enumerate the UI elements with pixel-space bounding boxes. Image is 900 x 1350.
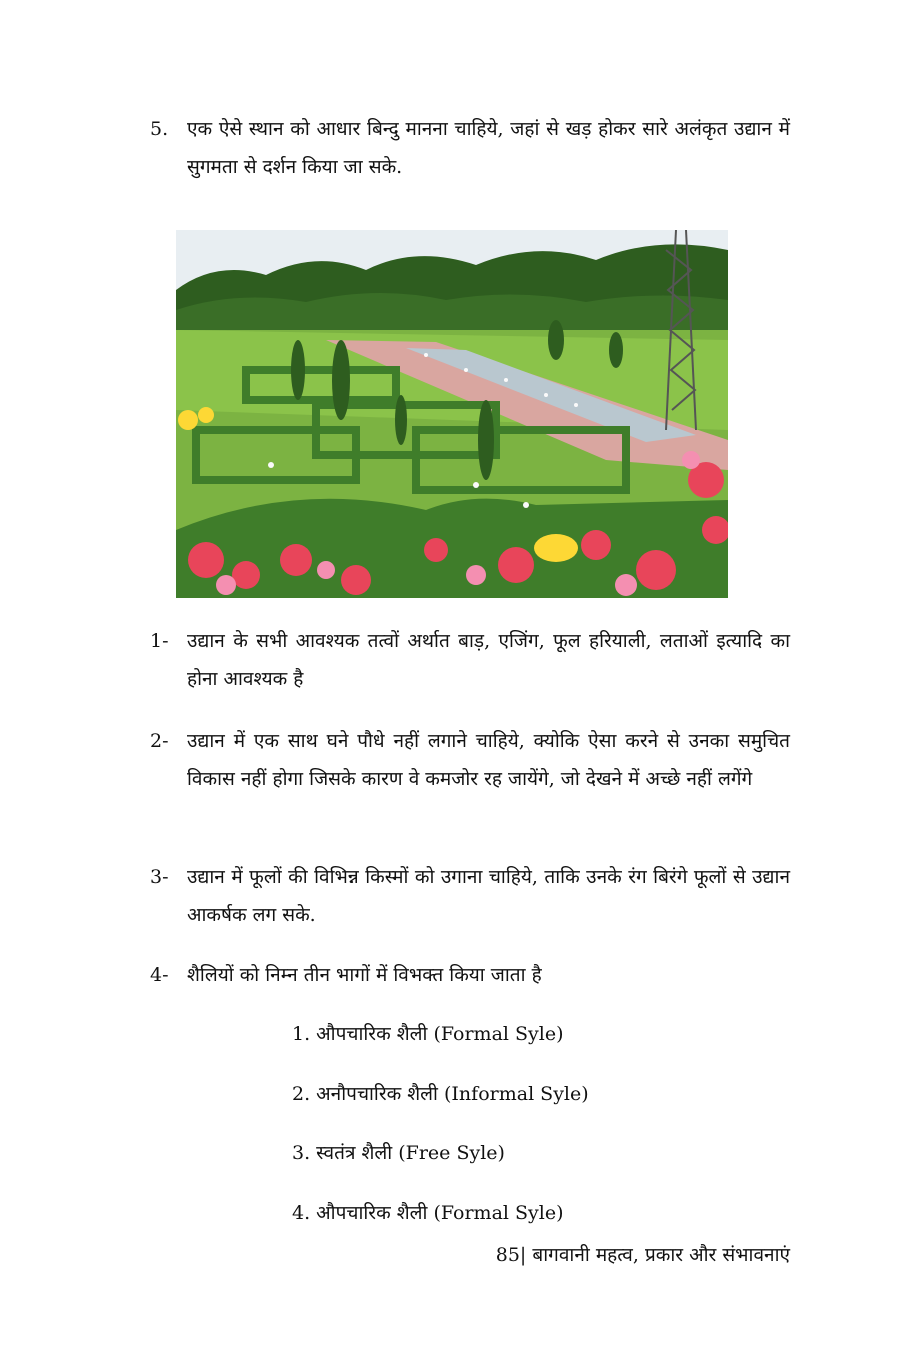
point-1: [150, 622, 790, 698]
point-text: शैलियों को निम्न तीन भागों में विभक्त किया जाता है: [187, 964, 542, 986]
page-footer: 85| बागवानी महत्व, प्रकार और संभावनाएं: [495, 1244, 790, 1266]
point-number: 4-: [150, 964, 169, 986]
point-2: [150, 722, 790, 798]
point-3: [150, 858, 790, 934]
point-text: उद्यान में एक साथ घने पौधे नहीं लगाने चाहिये, क्योकि ऐसा करने से उनका समुचित विकास नहीं होगा जिसके कारण वे कमजोर रह जायेंगे, जो देखने में अच्छे नहीं लगेंगे: [187, 730, 790, 790]
style-item-2: 2. अनौपचारिक शैली (Informal Syle): [292, 1083, 589, 1105]
point-4: [150, 956, 790, 994]
point-number: 2-: [150, 730, 169, 752]
point-text: एक ऐसे स्थान को आधार बिन्दु मानना चाहिये, जहां से खड़ होकर सारे अलंकृत उद्यान में सुगमता से दर्शन किया जा सके.: [187, 118, 790, 178]
point-text: उद्यान में फूलों की विभिन्न किस्मों को उगाना चाहिये, ताकि उनके रंग बिरंगे फूलों से उद्यान आकर्षक लग सके.: [187, 866, 790, 926]
garden-photo: [176, 230, 728, 598]
point-text: उद्यान के सभी आवश्यक तत्वों अर्थात बाड़, एजिंग, फूल हरियाली, लताओं इत्यादि का होना आवश्यक है: [187, 630, 790, 690]
style-item-4: 4. औपचारिक शैली (Formal Syle): [292, 1202, 564, 1224]
style-item-1: 1. औपचारिक शैली (Formal Syle): [292, 1023, 564, 1045]
point-number: 3-: [150, 866, 169, 888]
point-5: [150, 110, 790, 186]
point-number: 5.: [150, 118, 169, 140]
point-number: 1-: [150, 630, 169, 652]
style-item-3: 3. स्वतंत्र शैली (Free Syle): [292, 1142, 505, 1164]
